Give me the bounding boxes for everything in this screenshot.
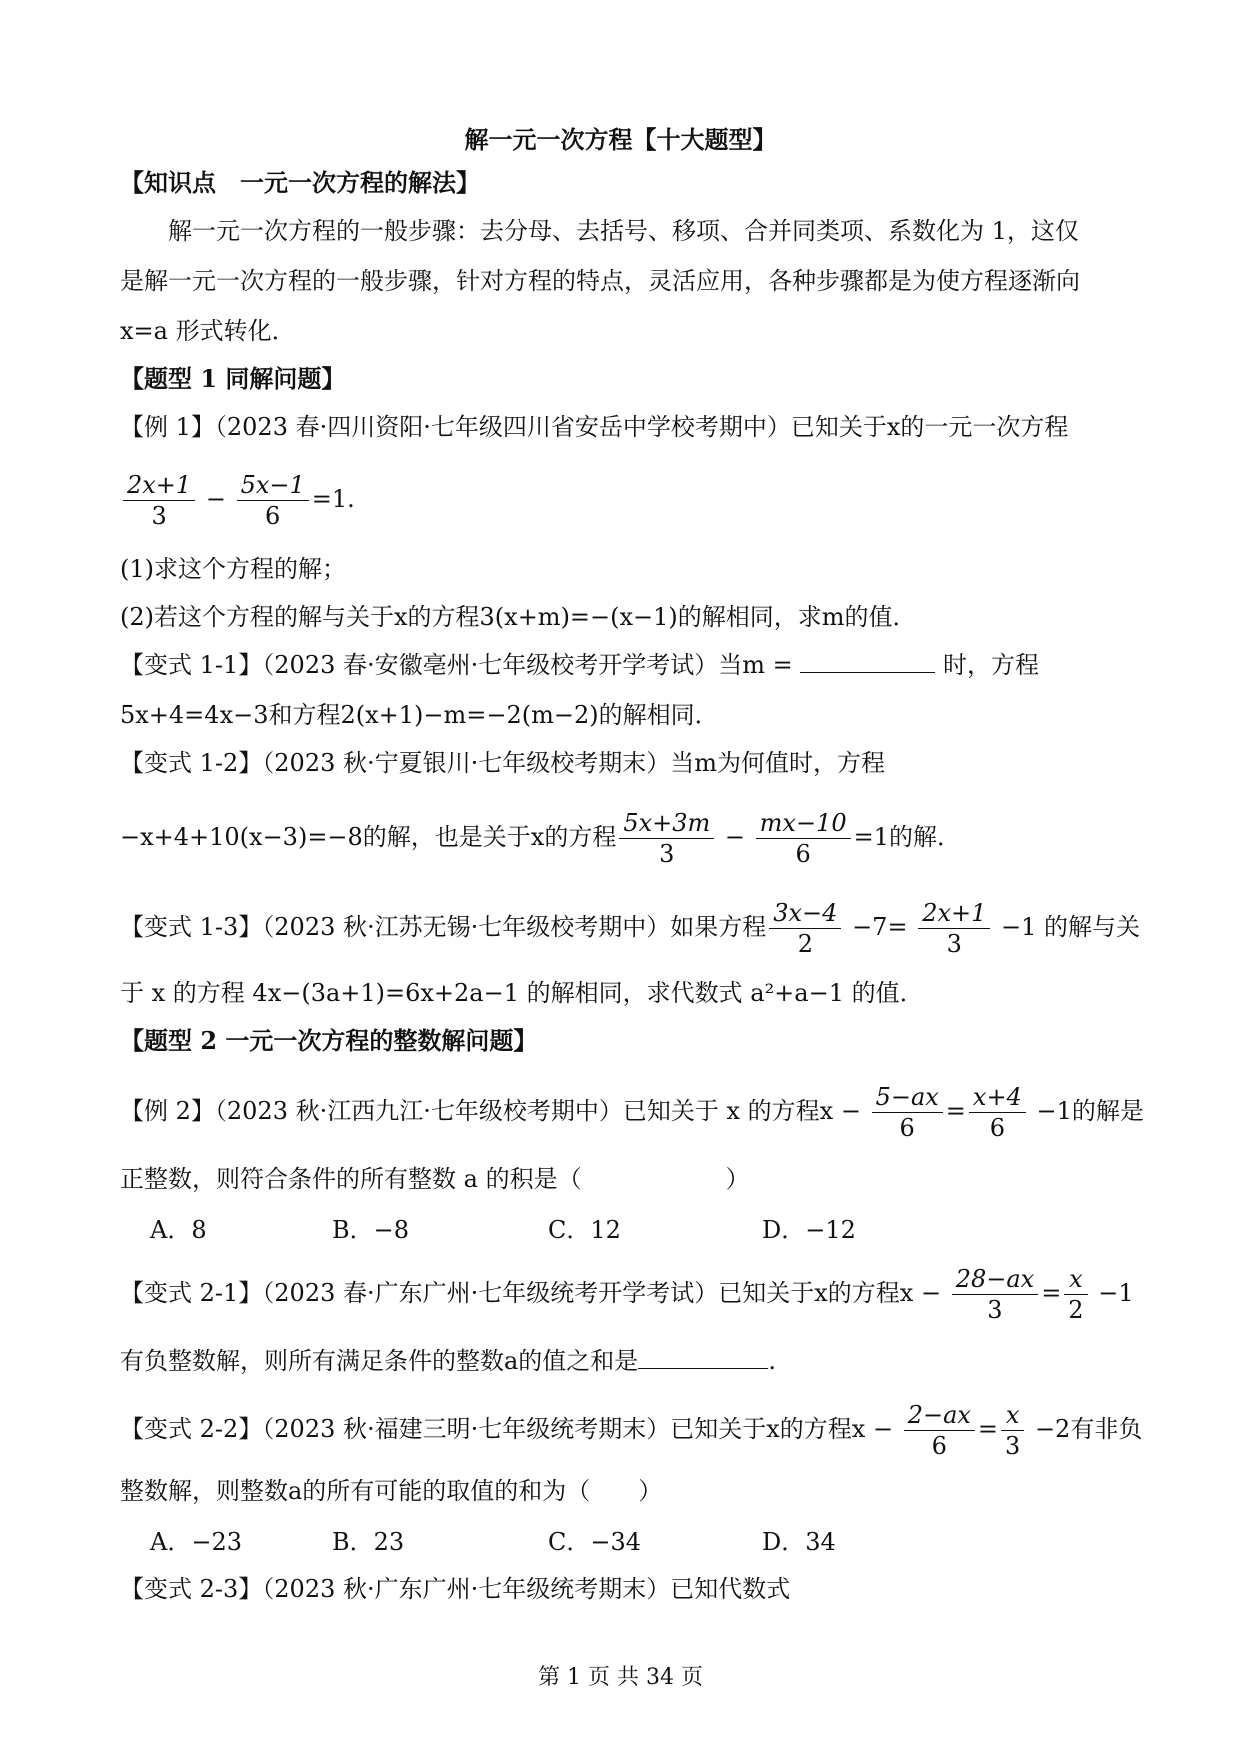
question-2: (2)若这个方程的解与关于x的方程3(x+m)=−(x−1)的解相同，求m的值．	[120, 603, 917, 631]
stem-text: 【变式 2-2】（2023 秋·福建三明·七年级统考期末）已知关于x的方程x −	[120, 1415, 901, 1443]
knowledge-paragraph-line: 是解一元一次方程的一般步骤，针对方程的特点，灵活应用，各种步骤都是为使方程逐渐向	[120, 267, 1080, 295]
numerator: 28−ax	[952, 1264, 1039, 1295]
fraction	[952, 1264, 1039, 1325]
numerator: 3x−4	[769, 898, 841, 929]
numerator: x	[1064, 1264, 1087, 1295]
numerator: mx−10	[756, 808, 851, 839]
denominator: 3	[151, 502, 167, 530]
denominator: 3	[659, 840, 675, 868]
stem-text: 有负整数解，则所有满足条件的整数a的值之和是	[120, 1347, 639, 1375]
variant-1-2-equation	[120, 808, 1130, 869]
variant-2-2-stem	[120, 1400, 1143, 1461]
knowledge-paragraph-line: x=a 形式转化．	[120, 317, 296, 345]
denominator: 2	[1068, 1296, 1084, 1324]
choice-b[interactable]: B．23	[332, 1528, 405, 1556]
choice-a[interactable]: A．−23	[150, 1528, 242, 1556]
stem-text: 【例 2】（2023 秋·江西九江·七年级校考期中）已知关于 x 的方程x −	[120, 1097, 869, 1125]
numerator: x+4	[969, 1082, 1026, 1113]
choice-a[interactable]: A．8	[150, 1216, 207, 1244]
operator: =	[945, 1097, 966, 1125]
equation-tail: −1 的解与关	[993, 913, 1141, 941]
denominator: 3	[946, 930, 962, 958]
variant-1-3-equation: 于 x 的方程 4x−(3a+1)=6x+2a−1 的解相同，求代数式 a²+a−1 的值．	[120, 979, 924, 1007]
fraction	[969, 1082, 1026, 1143]
fraction	[756, 808, 851, 869]
stem-text: 【变式 2-1】（2023 春·广东广州·七年级统考开学考试）已知关于x的方程x −	[120, 1279, 949, 1307]
example2-stem	[120, 1082, 1144, 1143]
stem-text: 时，方程	[943, 651, 1040, 679]
numerator: x	[1001, 1400, 1024, 1431]
numerator: 5x−1	[237, 470, 309, 501]
example2-stem-cont: 正整数，则符合条件的所有整数 a 的积是（ ）	[120, 1165, 750, 1193]
variant-1-1-stem	[120, 648, 1130, 682]
example1-equation	[120, 470, 1130, 531]
variant-1-2-stem: 【变式 1-2】（2023 秋·宁夏银川·七年级校考期末）当m为何值时，方程	[120, 749, 885, 777]
variant-2-2-stem-cont: 整数解，则整数a的所有可能的取值的和为（ ）	[120, 1477, 663, 1505]
type1-heading: 【题型 1 同解问题】	[120, 364, 346, 393]
denominator: 6	[265, 502, 281, 530]
fraction	[904, 1400, 975, 1461]
denominator: 6	[795, 840, 811, 868]
stem-text: 【变式 1-1】（2023 春·安徽亳州·七年级校考开学考试）当m =	[120, 651, 793, 679]
denominator: 6	[931, 1432, 947, 1460]
fraction	[918, 898, 990, 959]
operator: =	[1041, 1279, 1062, 1307]
fraction	[619, 808, 714, 869]
choice-b[interactable]: B．−8	[332, 1216, 410, 1244]
variant-2-3-stem: 【变式 2-3】（2023 秋·广东广州·七年级统考期末）已知代数式	[120, 1575, 791, 1603]
choice-c[interactable]: C．−34	[548, 1528, 642, 1556]
type2-heading: 【题型 2 一元一次方程的整数解问题】	[120, 1026, 538, 1055]
variant-2-1-stem-cont	[120, 1344, 1130, 1378]
stem-text: .	[768, 1347, 776, 1375]
operator: =	[977, 1415, 999, 1443]
equation-tail: −2有非负	[1027, 1415, 1143, 1443]
stem-text: 【变式 1-3】（2023 秋·江苏无锡·七年级校考期中）如果方程	[120, 913, 767, 941]
fraction	[1064, 1264, 1087, 1325]
question-1: (1)求这个方程的解；	[120, 555, 346, 583]
fraction	[1001, 1400, 1024, 1461]
numerator: 5x+3m	[619, 808, 714, 839]
knowledge-paragraph-line: 解一元一次方程的一般步骤：去分母、去括号、移项、合并同类项、系数化为 1，这仅	[168, 217, 1079, 245]
denominator: 6	[899, 1114, 915, 1142]
numerator: 2−ax	[904, 1400, 975, 1431]
equation-tail: =1.	[311, 485, 355, 513]
equation-tail: −1	[1090, 1279, 1134, 1307]
numerator: 2x+1	[123, 470, 195, 501]
denominator: 2	[797, 930, 813, 958]
equation-tail: =1的解．	[853, 823, 962, 851]
variant-1-3-stem	[120, 898, 1141, 959]
numerator: 5−ax	[872, 1082, 943, 1113]
choice-d[interactable]: D．34	[762, 1528, 836, 1556]
operator: −7=	[844, 913, 916, 941]
variant-2-1-stem	[120, 1264, 1134, 1325]
variant-1-1-equation: 5x+4=4x−3和方程2(x+1)−m=−2(m−2)的解相同．	[120, 701, 719, 729]
fraction	[123, 470, 195, 531]
choice-c[interactable]: C．12	[548, 1216, 621, 1244]
fraction	[872, 1082, 943, 1143]
example1-stem: 【例 1】（2023 春·四川资阳·七年级四川省安岳中学校考期中）已知关于x的一元一次方程	[120, 413, 1069, 441]
page-title: 解一元一次方程【十大题型】	[464, 125, 777, 154]
numerator: 2x+1	[918, 898, 990, 929]
answer-blank[interactable]	[638, 1344, 768, 1369]
page-footer: 第 1 页 共 34 页	[538, 1665, 703, 1690]
knowledge-heading: 【知识点 一元一次方程的解法】	[120, 168, 480, 197]
choice-d[interactable]: D．−12	[762, 1216, 856, 1244]
operator: −	[198, 485, 234, 513]
denominator: 3	[987, 1296, 1003, 1324]
fraction	[237, 470, 309, 531]
fraction	[769, 898, 841, 959]
denominator: 3	[1005, 1432, 1021, 1460]
denominator: 6	[989, 1114, 1005, 1142]
stem-text: −x+4+10(x−3)=−8的解，也是关于x的方程	[120, 823, 617, 851]
answer-blank[interactable]	[800, 648, 935, 673]
equation-tail: −1的解是	[1028, 1097, 1144, 1125]
operator: −	[717, 823, 753, 851]
